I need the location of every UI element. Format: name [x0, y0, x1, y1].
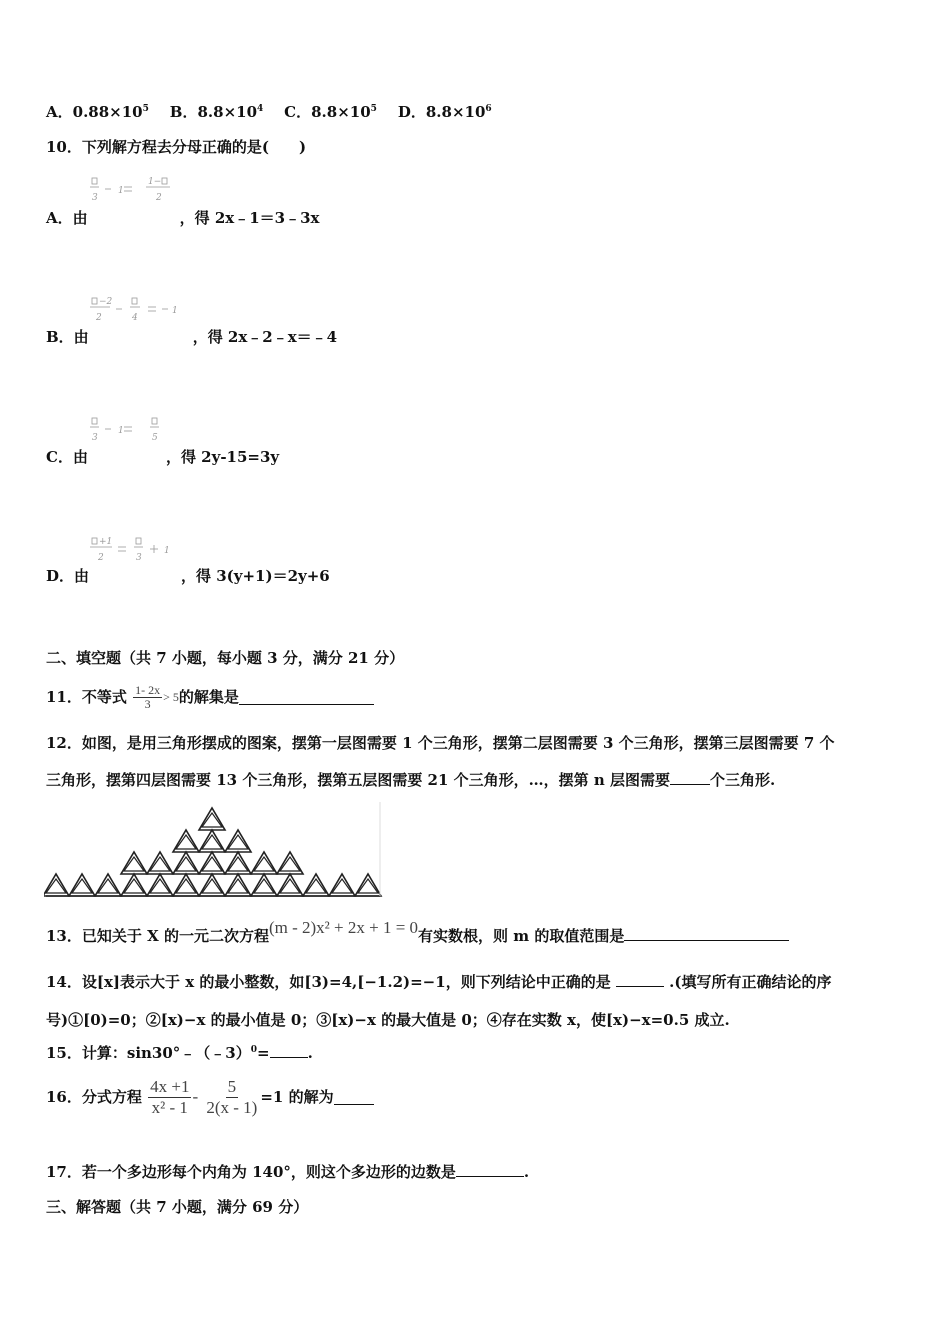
q10-option-d: D．由 ，得 3(y+1)＝2y+6	[46, 567, 330, 585]
svg-text:3: 3	[136, 553, 142, 563]
q16-fraction-2: $\frac{5}{2(x - 1)}$	[206, 1076, 258, 1117]
q12-line2: 三角形，摆第四层图需要 13 个三角形，摆第五层图需要 21 个三角形，…，摆第 n 层图需要 个三角形.	[46, 771, 776, 789]
q12-line1: 12．如图，是用三角形摆成的图案，摆第一层图需要 1 个三角形，摆第二层图需要 3 个三角形，摆第三层图需要 7 个	[46, 734, 835, 752]
svg-text:2: 2	[98, 553, 104, 563]
q16: 16．分式方程 $\frac{4x +1}{\text{x² - 1}}$ - $\frac{5}{2(x - 1)}$ =1 的解为	[46, 1076, 374, 1118]
q10-option-b: B．由 ，得 2x﹣2﹣x＝﹣4	[46, 328, 338, 346]
q14-line2: 号)①[0)=0；②[x)−x 的最小值是 0；③[x)−x 的最大值是 0；④存在实数 x，使[x)−x=0.5 成立.	[46, 1011, 730, 1029]
q12-answer-blank[interactable]	[670, 770, 710, 785]
q15-answer-blank[interactable]	[270, 1043, 308, 1058]
q10-option-c: C．由 ，得 2y-15=3y	[46, 448, 280, 466]
svg-text:1: 1	[118, 426, 124, 436]
svg-text:5: 5	[152, 433, 158, 443]
svg-text:4: 4	[132, 313, 138, 323]
q10d-equation-image	[88, 535, 183, 567]
q11: 11．不等式 $\frac{1- 2x}{3}$ > 5的解集是	[46, 682, 374, 711]
q9-options: A．$0.88\times 10^5$ B．$8.8\times 10^4$ C．$8.8\times 10^5$ D．$8.8\times 10^6$	[46, 103, 492, 121]
q13-answer-blank[interactable]	[624, 926, 789, 941]
q10-stem: 10．下列解方程去分母正确的是( )	[46, 138, 307, 156]
q11-answer-blank[interactable]	[239, 690, 374, 705]
q10a-equation-image	[88, 175, 183, 207]
svg-text:1−: 1−	[148, 177, 162, 187]
svg-text:2: 2	[96, 313, 102, 323]
q16-fraction-1: $\frac{4x +1}{\text{x² - 1}}$	[150, 1076, 190, 1117]
q10b-equation-image	[88, 295, 188, 327]
q17: 17．若一个多边形每个内角为 140°，则这个多边形的边数是 .	[46, 1163, 530, 1181]
svg-text:3: 3	[92, 433, 98, 443]
triangle-pattern-figure	[44, 802, 384, 898]
q14-answer-blank[interactable]	[616, 972, 664, 987]
svg-text:2: 2	[156, 193, 162, 203]
q10-option-a: A．由 ，得 2x﹣1＝3﹣3x	[46, 209, 320, 227]
svg-text:+1: +1	[99, 537, 113, 547]
svg-text:1: 1	[164, 546, 170, 556]
q10c-equation-image	[88, 415, 168, 447]
q13-equation: (m - 2)x² + 2x + 1 = 0	[268, 918, 419, 937]
q16-answer-blank[interactable]	[334, 1090, 374, 1105]
q13: 13．已知关于 X 的一元二次方程(m - 2)x² + 2x + 1 = 0有实数根，则 m 的取值范围是	[46, 926, 789, 946]
section-3-heading: 三、解答题（共 7 小题，满分 69 分）	[46, 1198, 309, 1216]
section-2-heading: 二、填空题（共 7 小题，每小题 3 分，满分 21 分）	[46, 649, 405, 667]
q17-answer-blank[interactable]	[456, 1162, 524, 1177]
svg-text:1: 1	[172, 306, 178, 316]
svg-text:−2: −2	[99, 297, 113, 307]
q14-line1: 14．设[x]表示大于 x 的最小整数，如[3)=4,[−1.2)=−1，则下列结论中正确的是 .(填写所有正确结论的序	[46, 973, 832, 991]
svg-text:1: 1	[118, 186, 124, 196]
q15: 15．计算：sin30°﹣（﹣3）$^0$= .	[46, 1044, 313, 1062]
svg-text:3: 3	[92, 193, 98, 203]
q11-fraction: $\frac{1- 2x}{3}$	[135, 682, 161, 711]
